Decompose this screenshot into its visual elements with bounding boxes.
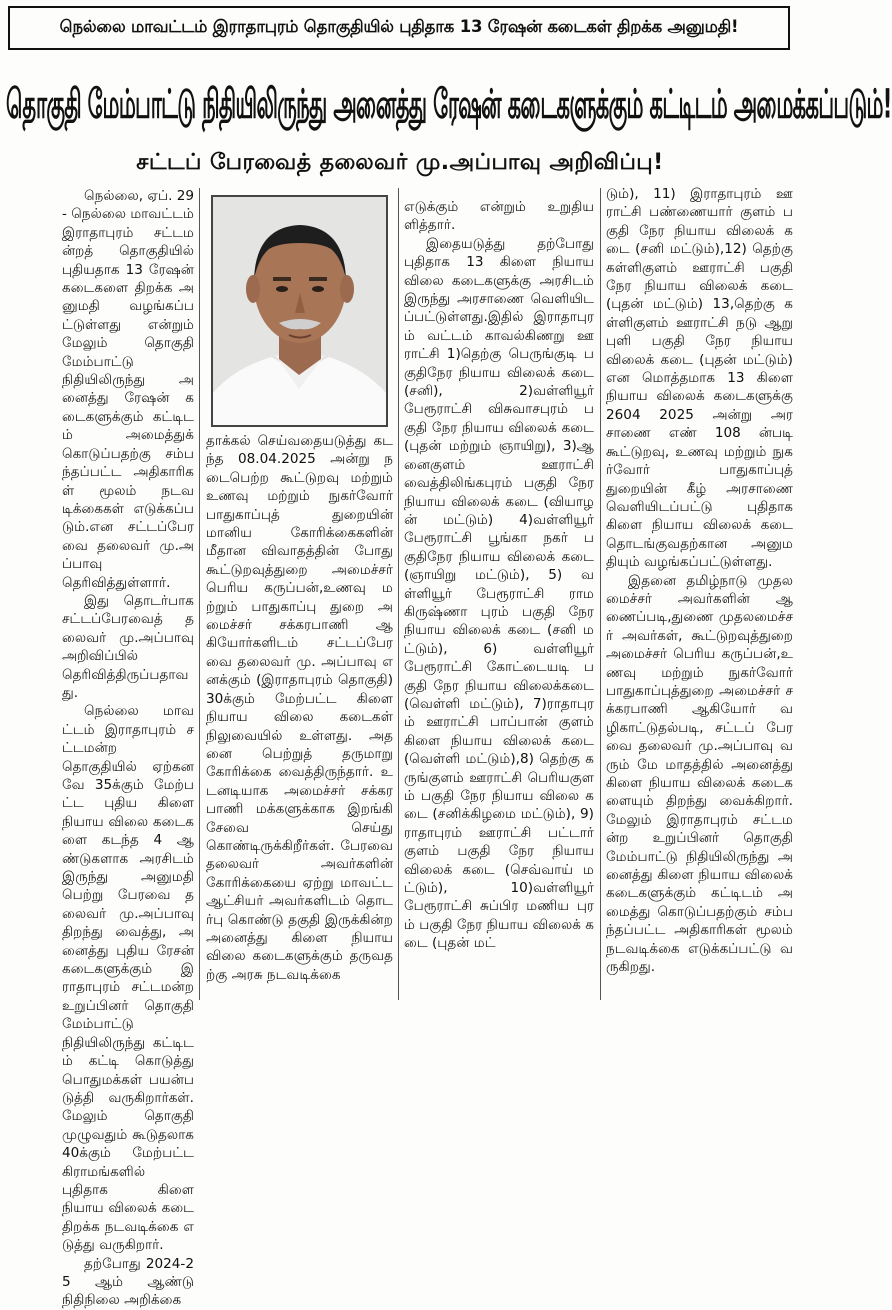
banner-text: நெல்லை மாவட்டம் இராதாபுரம் தொகுதியில் புதிதாக 13 ரேஷன் கடைகள் திறக்க அனுமதி! (59, 17, 739, 36)
article-column-2 (206, 432, 393, 1005)
paragraph: தற்போது 2024-25 ஆம் ஆண்டு நிதிநிலை அறிக்கை (62, 1255, 194, 1309)
article-column-4 (606, 185, 793, 1005)
article-column-3 (404, 198, 594, 1005)
paragraph: நெல்லை, ஏப். 29 - நெல்லை மாவட்டம் இராதாபுரம் சட்டமன்றத் தொகுதியில் புதியதாக 13 ரேஷன் கடைகளை திறக்க அனுமதி வழங்கப்பட்டுள்ளது என்றும் மேலும் தொகுதி மேம்பாட்டு நிதியிலிருந்து அனைத்து ரேஷன் கடைகளுக்கும் கட்டிடம் அமைத்துக் கொடுப்பதற்கு சம்பந்தப்பட்ட அதிகாரிகள் மூலம் நடவடிக்கைகள் எடுக்கப்படும்.என சட்டப்பேரவை தலைவர் மு.அப்பாவு தெரிவித்துள்ளார். (62, 188, 195, 591)
paragraph: நெல்லை மாவட்டம் இராதாபுரம் சட்டமன்ற தொகுதியில் ஏற்கனவே 35க்கும் மேற்பட்ட புதிய கிளை நியாய விலை கடைகளை கடந்த 4 ஆண்டுகளாக அரசிடம் இருந்து அனுமதி பெற்று பேரவை தலைவர் மு.அப்பாவு திறந்து வைத்து, அனைத்து புதிய ரேசன் கடைகளுக்கும் இராதாபுரம் சட்டமன்ற உறுப்பினர் தொகுதி மேம்பாட்டு நிதியிலிருந்து கட்டிடம் கட்டி கொடுத்து பொதுமக்கள் பயன்படுத்தி வருகிறார்கள். மேலும் தொகுதி முழுவதும் கூடுதலாக 40க்கும் மேற்பட்ட கிராமங்களில் புதிதாக கிளை நியாய விலைக் கடை திறக்க நடவடிக்கை எடுத்து வருகிறார். (62, 703, 194, 1254)
article-column-1 (62, 187, 195, 1309)
column-divider (600, 188, 601, 1000)
paragraph: டும்), 11) இராதாபுரம் ஊராட்சி பண்ணையார் குளம் பகுதி நேர நியாய விலைக் கடை (சனி மட்டும்),12) தெற்கு கள்ளிகுளம் ஊராட்சி பகுதி நேர நியாய விலைக் கடை (புதன் மட்டும்) 13,தெற்கு கள்ளிகுளம் ஊராட்சி நடு ஆறு புளி பகுதி நேர நியாய விலைக் கடை (புதன் மட்டும்) என மொத்தமாக 13 கிளை நியாய விலைக் கடைகளுக்கு 2604 2025 அன்று அரசாணை எண் 108 ன்படி கூட்டுறவு, உணவு மற்றும் நுகர்வோர் பாதுகாப்புத் துறையின் கீழ் அரசாணை வெளியிடப்பட்டு புதிதாக கிளை நியாய விலைக் கடை தொடங்குவதற்கான அனுமதியும் வழங்கப்பட்டுள்ளது. (606, 186, 793, 571)
paragraph: இதையடுத்து தற்போது புதிதாக 13 கிளை நியாய விலை கடைகளுக்கு அரசிடம் இருந்து அரசாணை வெளியிடப்பட்டுள்ளது.இதில் இராதாபுரம் வட்டம் காவல்கிணறு ஊராட்சி 1)தெற்கு பெருங்குடி பகுதிநேர நியாய விலைக் கடை (சனி), 2)வள்ளியூர் பேரூராட்சி விசுவாசபுரம் பகுதி நேர நியாய விலைக் கடை (புதன் மற்றும் ஞாயிறு), 3)ஆனைகுளம் ஊராட்சி வைத்திலிங்கபுரம் பகுதி நேர நியாய விலைக் கடை (வியாழன் மட்டும்) 4)வள்ளியூர் பேரூராட்சி பூங்கா நகர் பகுதிநேர நியாய விலைக் கடை (ஞாயிறு மட்டும்), 5) வள்ளியூர் பேரூராட்சி ராமகிருஷ்ணா புரம் பகுதி நேர நியாய விலைக் கடை (சனி மட்டும்), 6) வள்ளியூர் பேரூராட்சி கோட்டையடி பகுதி நேர நியாய விலைக்கடை (வெள்ளி மட்டும்), 7)ராதாபுரம் ஊராட்சி பாப்பான் குளம் கிளை நியாய விலைக் கடை (வெள்ளி மட்டும்),8) தெற்கு கருங்குளம் ஊராட்சி பெரியகுளம் பகுதி நேர நியாய விலை கடை (சனிக்கிழமை மட்டும்), 9)ராதாபுரம் ஊராட்சி பட்டார் குளம் பகுதி நேர நியாய விலைக் கடை (செவ்வாய் மட்டும்), 10)வள்ளியூர் பேரூராட்சி சுப்பிர மணிய புரம் பகுதி நேர நியாய விலைக் கடை (புதன் மட் (404, 235, 594, 952)
column-divider (398, 188, 399, 1000)
paragraph: தாக்கல் செய்வதையடுத்து கடந்த 08.04.2025 அன்று நடைபெற்ற கூட்டுறவு மற்றும் உணவு மற்றும் நுகர்வோர் பாதுகாப்புத் துறையின் மானிய கோரிக்கைகளின் மீதான விவாதத்தின் போது கூட்டுறவுத்துறை அமைச்சர் பெரிய கருப்பன்,உணவு மற்றும் பாதுகாப்பு துறை அமைச்சர் சக்கரபாணி ஆகியோர்களிடம் சட்டப்பேரவை தலைவர் மு. அப்பாவு எனக்கும் (இராதாபுரம் தொகுதி) 30க்கும் மேற்பட்ட கிளை நியாய விலை கடைகள் நிலுவையில் உள்ளது. அதனை பெற்றுத் தருமாறு கோரிக்கை வைத்திருந்தார். உடனடியாக அமைச்சர் சக்கரபாணி மக்களுக்காக இறங்கி சேவை செய்து கொண்டிருக்கிறீர்கள். பேரவை தலைவர் அவர்களின் கோரிக்கையை ஏற்று மாவட்ட ஆட்சியர் அவர்களிடம் தொடர்பு கொண்டு தகுதி இருக்கின்ற அனைத்து கிளை நியாய விலை கடைகளுக்கும் தருவதற்கு அரசு நடவடிக்கை (206, 433, 393, 983)
speaker-photo (211, 195, 388, 427)
subheadline: சட்டப் பேரவைத் தலைவர் மு.அப்பாவு அறிவிப்பு! (136, 150, 664, 175)
paragraph: எடுக்கும் என்றும் உறுதியளித்தார். (404, 199, 594, 234)
paragraph: இதனை தமிழ்நாடு முதலமைச்சர் அவர்களின் ஆணைப்படி,துணை முதலமைச்சர் அவர்கள், கூட்டுறவுத்துறை அமைச்சர் பெரிய கருப்பன்,உணவு மற்றும் நுகர்வோர் பாதுகாப்புத்துறை அமைச்சர் சக்கரபாணி ஆகியோர் வழிகாட்டுதல்படி, சட்டப் பேரவை தலைவர் மு.அப்பாவு வரும் மே மாதத்தில் அனைத்து கிளை நியாய விலைக் கடைகளையும் திறந்து வைக்கிறார்.மேலும் இராதாபுரம் சட்டமன்ற உறுப்பினர் தொகுதி மேம்பாட்டு நிதியிலிருந்து அனைத்து கிளை நியாய விலைக் கடைகளுக்கும் கட்டிடம் அமைத்து கொடுப்பதற்கும் சம்பந்தப்பட்ட அதிகாரிகள் மூலம் நடவடிக்கை எடுக்கப்பட்டு வருகிறது. (606, 572, 793, 976)
paragraph: இது தொடர்பாக சட்டப்பேரவைத் தலைவர் மு.அப்பாவு அறிவிப்பில் தெரிவித்திருப்பதாவது. (62, 592, 194, 701)
headline: தொகுதி மேம்பாட்டு நிதியிலிருந்து அனைத்து ரேஷன் கடைகளுக்கும் கட்டிடம் அமைக்கப்படும்! (6, 81, 892, 127)
portrait-image (213, 197, 386, 425)
column-divider (199, 188, 200, 1000)
